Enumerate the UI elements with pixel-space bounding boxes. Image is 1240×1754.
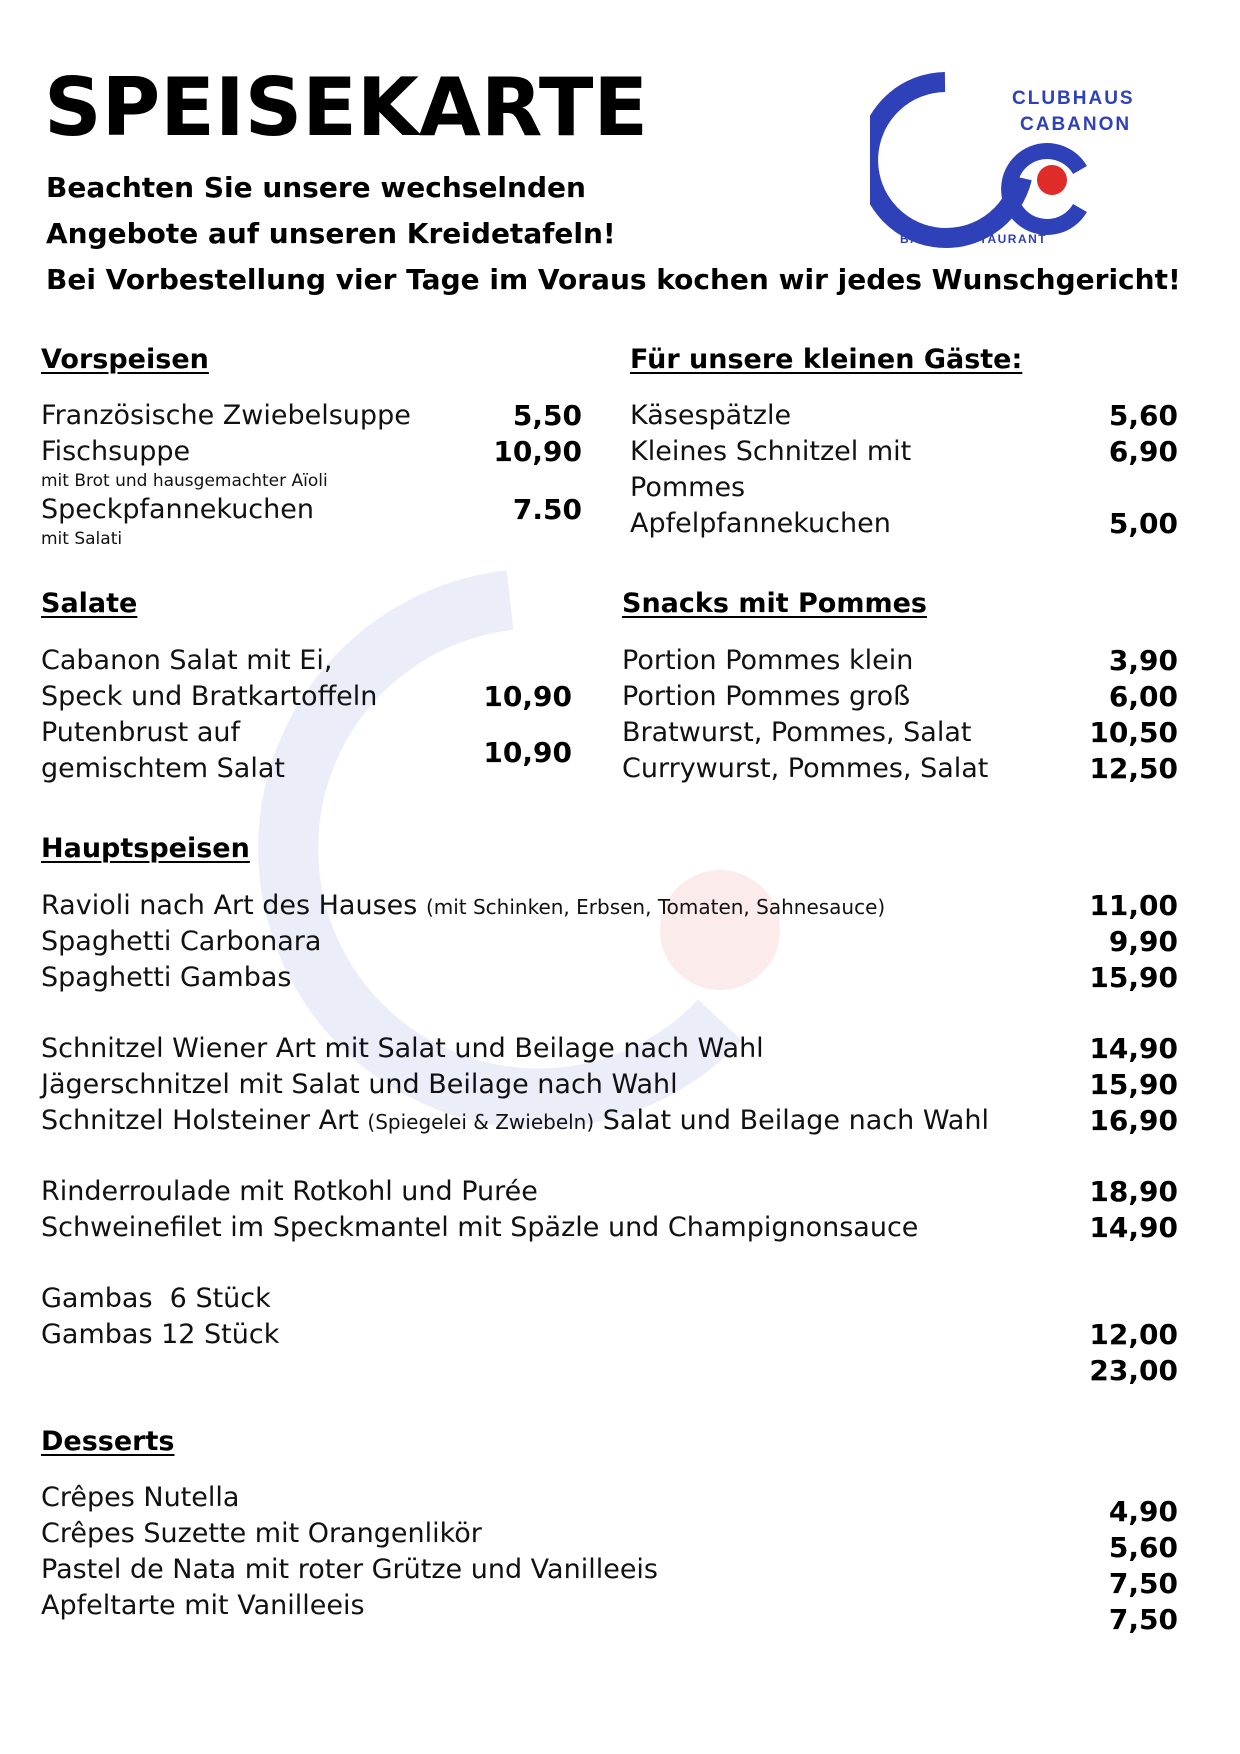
menu-item-name-text: Ravioli nach Art des Hauses	[41, 890, 418, 921]
menu-item-name-cont: Pommes	[630, 472, 746, 503]
menu-item-price: 14,90	[1089, 1032, 1178, 1065]
menu-item-price: 9,90	[1108, 925, 1178, 958]
menu-item-name	[41, 1103, 989, 1140]
logo-line-2: CABANON	[1020, 114, 1132, 135]
menu-item-name: Portion Pommes klein	[622, 645, 914, 676]
menu-item-name: Crêpes Nutella	[41, 1482, 240, 1513]
logo	[870, 70, 1170, 250]
menu-item-price: 10,90	[493, 435, 582, 468]
menu-item-name: Apfeltarte mit Vanilleeis	[41, 1590, 365, 1621]
menu-item-name: Apfelpfannekuchen	[630, 508, 891, 539]
menu-item-name: Portion Pommes groß	[622, 681, 911, 712]
intro-line-1: Beachten Sie unsere wechselnden	[46, 171, 586, 204]
menu-item-name: Currywurst, Pommes, Salat	[622, 753, 989, 784]
menu-item-price: 11,00	[1089, 889, 1178, 922]
menu-item-price: 3,90	[1108, 644, 1178, 677]
menu-item-name: Gambas 12 Stück	[41, 1319, 280, 1350]
menu-item-name: Bratwurst, Pommes, Salat	[622, 717, 972, 748]
menu-item-name: Französische Zwiebelsuppe	[41, 400, 411, 431]
section-heading-snacks: Snacks mit Pommes	[622, 588, 928, 619]
menu-item-price: 4,90	[1108, 1495, 1178, 1528]
menu-item-name-text: Schnitzel Holsteiner Art	[41, 1105, 359, 1136]
menu-item-name	[41, 888, 885, 925]
menu-item-name: Jägerschnitzel mit Salat und Beilage nach Wahl	[41, 1069, 678, 1100]
menu-item-price: 7,50	[1108, 1603, 1178, 1636]
logo-line-1: CLUBHAUS	[1012, 88, 1135, 109]
menu-item-price: 5,60	[1108, 1531, 1178, 1564]
menu-item-name: Gambas 6 Stück	[41, 1283, 271, 1314]
menu-item-note: mit Salati	[41, 529, 123, 549]
logo-tagline: BAR & RESTAURANT	[900, 232, 1048, 246]
menu-item-note: (Spiegelei & Zwiebeln)	[367, 1110, 595, 1134]
menu-item-name-cont: Salat und Beilage nach Wahl	[602, 1105, 989, 1136]
menu-item-name: Kleines Schnitzel mit	[630, 436, 912, 467]
menu-item-price: 16,90	[1089, 1104, 1178, 1137]
menu-item-note: (mit Schinken, Erbsen, Tomaten, Sahnesauce)	[425, 895, 886, 919]
menu-item-price: 23,00	[1089, 1354, 1178, 1387]
menu-item-price: 14,90	[1089, 1211, 1178, 1244]
menu-item-name: Crêpes Suzette mit Orangenlikör	[41, 1518, 482, 1549]
section-heading-salate: Salate	[41, 588, 138, 619]
menu-item-price: 12,00	[1089, 1318, 1178, 1351]
menu-item-price: 15,90	[1089, 961, 1178, 994]
menu-item-price: 7,50	[1108, 1567, 1178, 1600]
menu-item-name: Putenbrust auf	[41, 717, 240, 748]
menu-item-name: Pastel de Nata mit roter Grütze und Vanilleeis	[41, 1554, 658, 1585]
menu-item-name-cont: Speck und Bratkartoffeln	[41, 681, 378, 712]
menu-item-price: 6,90	[1108, 435, 1178, 468]
menu-item-price: 15,90	[1089, 1068, 1178, 1101]
menu-item-price: 5,00	[1108, 507, 1178, 540]
menu-item-price: 5,60	[1108, 399, 1178, 432]
section-heading-desserts: Desserts	[41, 1426, 175, 1457]
intro-line-3: Bei Vorbestellung vier Tage im Voraus kochen wir jedes Wunschgericht!	[46, 263, 1181, 296]
menu-item-price: 10,90	[483, 680, 572, 713]
menu-item-name: Rinderroulade mit Rotkohl und Purée	[41, 1176, 538, 1207]
menu-item-price: 7.50	[512, 493, 582, 526]
section-heading-hauptspeisen: Hauptspeisen	[41, 833, 250, 864]
menu-item-name: Käsespätzle	[630, 400, 792, 431]
menu-item-note: mit Brot und hausgemachter Aïoli	[41, 471, 328, 491]
menu-item-name: Spaghetti Gambas	[41, 962, 292, 993]
menu-item-name: Spaghetti Carbonara	[41, 926, 322, 957]
menu-item-name: Schweinefilet im Speckmantel mit Späzle und Champignonsauce	[41, 1212, 919, 1243]
menu-item-name-cont: gemischtem Salat	[41, 753, 285, 784]
section-heading-kinder: Für unsere kleinen Gäste:	[630, 344, 1023, 375]
menu-item-price: 10,90	[483, 736, 572, 769]
menu-item-price: 6,00	[1108, 680, 1178, 713]
menu-item-price: 10,50	[1089, 716, 1178, 749]
menu-item-name: Cabanon Salat mit Ei,	[41, 645, 333, 676]
intro-line-2: Angebote auf unseren Kreidetafeln!	[46, 217, 616, 250]
menu-item-name: Fischsuppe	[41, 436, 191, 467]
menu-item-price: 18,90	[1089, 1175, 1178, 1208]
menu-item-name: Schnitzel Wiener Art mit Salat und Beilage nach Wahl	[41, 1033, 764, 1064]
menu-item-name: Speckpfannekuchen	[41, 494, 314, 525]
section-heading-vorspeisen: Vorspeisen	[41, 344, 209, 375]
page-title: SPEISEKARTE	[44, 61, 649, 154]
menu-item-price: 5,50	[512, 399, 582, 432]
menu-item-price: 12,50	[1089, 752, 1178, 785]
